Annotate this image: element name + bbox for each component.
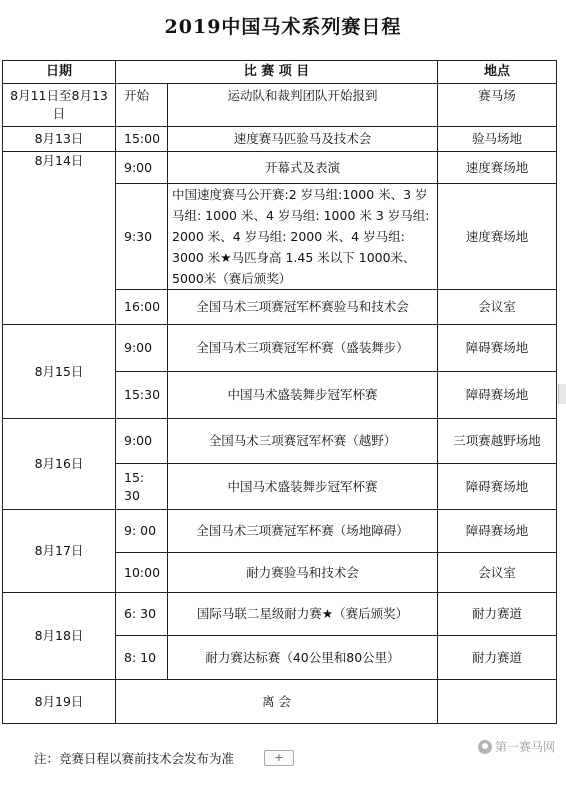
watermark (478, 738, 555, 755)
table-row (3, 127, 557, 152)
event-cell: 中国速度赛马公开赛:2 岁马组:1000 米、3 岁马组: 1000 米、4 岁马组: 1000 米 3 岁马组: 2000 米、4 岁马组: 2000 米、4 岁马组: 3000 米★马匹身高 1.45 米以下 1000米、5000米（赛后颁奖） (168, 184, 438, 290)
location-cell: 耐力赛道 (438, 636, 557, 680)
time-cell: 16:00 (116, 290, 168, 325)
date-cell: 8月16日 (3, 419, 116, 510)
time-cell: 9: 00 (116, 510, 168, 553)
table-header-row (3, 61, 557, 84)
event-cell: 全国马术三项赛冠军杯赛（越野） (168, 419, 438, 464)
date-cell: 8月11日至8月13日 (3, 84, 116, 127)
location-cell (438, 680, 557, 724)
location-cell: 障碍赛场地 (438, 372, 557, 419)
date-cell: 8月19日 (3, 680, 116, 724)
event-cell: 全国马术三项赛冠军杯赛验马和技术会 (168, 290, 438, 325)
time-cell: 9:30 (116, 184, 168, 290)
event-cell: 中国马术盛装舞步冠军杯赛 (168, 464, 438, 510)
table-row (3, 680, 557, 724)
footnote: 注：竞赛日程以赛前技术会发布为准 (34, 751, 235, 766)
location-cell: 会议室 (438, 553, 557, 593)
page-title: 2019中国马术系列赛日程 (164, 16, 402, 38)
table-row (3, 419, 557, 464)
location-cell: 耐力赛道 (438, 593, 557, 636)
table-row (3, 152, 557, 184)
schedule-table (2, 60, 557, 724)
time-cell: 6: 30 (116, 593, 168, 636)
scrollbar-handle[interactable] (558, 384, 566, 404)
time-cell: 8: 10 (116, 636, 168, 680)
location-cell: 赛马场 (438, 84, 557, 127)
event-cell: 中国马术盛装舞步冠军杯赛 (168, 372, 438, 419)
table-row (3, 84, 557, 127)
location-cell: 障碍赛场地 (438, 464, 557, 510)
event-cell: 全国马术三项赛冠军杯赛（场地障碍） (168, 510, 438, 553)
date-cell: 8月14日 (3, 152, 116, 325)
location-cell: 速度赛场地 (438, 184, 557, 290)
location-cell: 三项赛越野场地 (438, 419, 557, 464)
date-cell: 8月18日 (3, 593, 116, 680)
event-cell: 耐力赛达标赛（40公里和80公里） (168, 636, 438, 680)
watermark-logo-icon (478, 740, 492, 754)
time-cell: 10:00 (116, 553, 168, 593)
location-cell: 速度赛场地 (438, 152, 557, 184)
expand-button[interactable]: + (264, 750, 294, 766)
date-cell: 8月17日 (3, 510, 116, 593)
header-date: 日期 (3, 61, 116, 84)
date-cell: 8月15日 (3, 325, 116, 419)
event-cell: 运动队和裁判团队开始报到 (168, 84, 438, 127)
time-cell: 开始 (116, 84, 168, 127)
table-row (3, 325, 557, 372)
event-cell: 开幕式及表演 (168, 152, 438, 184)
location-cell: 会议室 (438, 290, 557, 325)
watermark-text: 第一赛马网 (495, 740, 556, 754)
header-location: 地点 (438, 61, 557, 84)
time-cell: 9:00 (116, 419, 168, 464)
location-cell: 障碍赛场地 (438, 510, 557, 553)
event-cell: 速度赛马匹验马及技术会 (168, 127, 438, 152)
time-cell: 9:00 (116, 152, 168, 184)
event-cell: 耐力赛验马和技术会 (168, 553, 438, 593)
time-cell: 9:00 (116, 325, 168, 372)
location-cell: 障碍赛场地 (438, 325, 557, 372)
header-events: 比 赛 项 目 (116, 61, 438, 84)
time-cell: 15:30 (116, 372, 168, 419)
table-row (3, 510, 557, 553)
date-cell: 8月13日 (3, 127, 116, 152)
event-cell: 国际马联二星级耐力赛★（赛后颁奖） (168, 593, 438, 636)
time-cell: 15:00 (116, 127, 168, 152)
event-cell: 全国马术三项赛冠军杯赛（盛装舞步） (168, 325, 438, 372)
table-row (3, 593, 557, 636)
event-cell: 离 会 (116, 680, 438, 724)
location-cell: 验马场地 (438, 127, 557, 152)
time-cell: 15: 30 (116, 464, 168, 510)
